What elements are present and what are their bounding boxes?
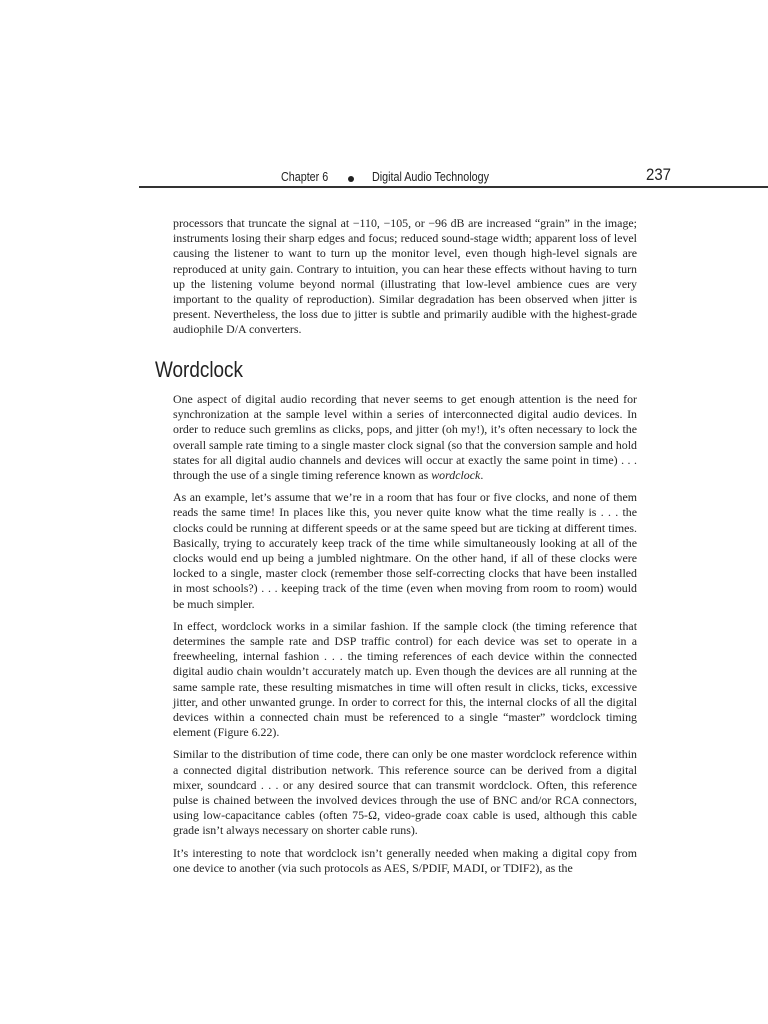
chapter-title: Digital Audio Technology [372,170,489,184]
paragraph: As an example, let’s assume that we’re in a room that has four or five clocks, and none of them reads the same time! In places like this, you never quite know what the time really is . . . the clocks could be running at different speeds or at the same speed but are ticking at different times. Basically, trying to accurately keep track of the time while simultaneously looking at all of the clocks would end up being a jumbled nightmare. On the other hand, if all of these clocks were locked to a single, master clock (remember those self-correcting clocks that have been installed in most schools?) . . . keeping track of the time (even when moving from room to room) would be much simpler. [173,490,637,611]
running-head [0,164,768,188]
page-number: 237 [646,165,671,184]
term-wordclock: wordclock [431,468,481,483]
paragraph: In effect, wordclock works in a similar fashion. If the sample clock (the timing reference that determines the sample rate and DSP traffic control) for each device was set to operate in a freewheeling, internal fashion . . . the timing references of each device within the connected digital audio chain wouldn’t accurately match up. Even though the devices are all running at the same sample rate, these resulting mismatches in time will often result in clicks, ticks, excessive jitter, and other unwanted grunge. In order to correct for this, the internal clocks of all the digital devices within a connected chain must be referenced to a single “master” wordclock timing element (Figure 6.22). [173,618,637,740]
paragraph-text: One aspect of digital audio recording that never seems to get enough attention is the need for synchronization at the sample level within a series of interconnected digital audio devices. In order to reduce such gremlins as clicks, pops, and jitter (oh my!), it’s often necessary to lock the overall sample rate timing to a single master clock signal (so that the conversion sample and hold states for all digital audio channels and devices will occur at exactly the same point in time) . . . through the use of a single timing reference known as [173,392,637,483]
section-body [173,392,637,883]
header-rule [139,186,768,188]
section-heading: Wordclock [155,357,243,382]
continuation-text [173,216,637,345]
paragraph-text: . [480,468,484,483]
paragraph: It’s interesting to note that wordclock isn’t generally needed when making a digital copy from one device to another (via such protocols as AES, S/PDIF, MADI, or TDIF2), as the [173,845,637,875]
bullet-separator [348,176,354,182]
chapter-label: Chapter 6 [281,170,329,184]
paragraph-continued: processors that truncate the signal at −110, −105, or −96 dB are increased “grain” in the image; instruments losing their sharp edges and focus; reduced sound-stage width; apparent loss of level causing the listener to want to turn up the monitor level, even though high-level signals are reproduced at unity gain. Contrary to intuition, you can hear these effects without having to turn up the listening volume beyond normal (illustrating that low-level ambience cues are very important to the quality of reproduction). Similar degradation has been observed when jitter is present. Nevertheless, the loss due to jitter is subtle and primarily audible with the highest-grade audiophile D/A converters. [173,216,637,337]
paragraph [173,392,637,483]
paragraph: Similar to the distribution of time code, there can only be one master wordclock reference within a connected digital distribution network. This reference source can be derived from a digital mixer, soundcard . . . or any desired source that can transmit wordclock. Often, this reference pulse is chained between the involved devices through the use of BNC and/or RCA connectors, using low-capacitance cables (often 75-Ω, video-grade coax cable is used, although this cable grade isn’t always necessary on shorter cable runs). [173,747,637,838]
